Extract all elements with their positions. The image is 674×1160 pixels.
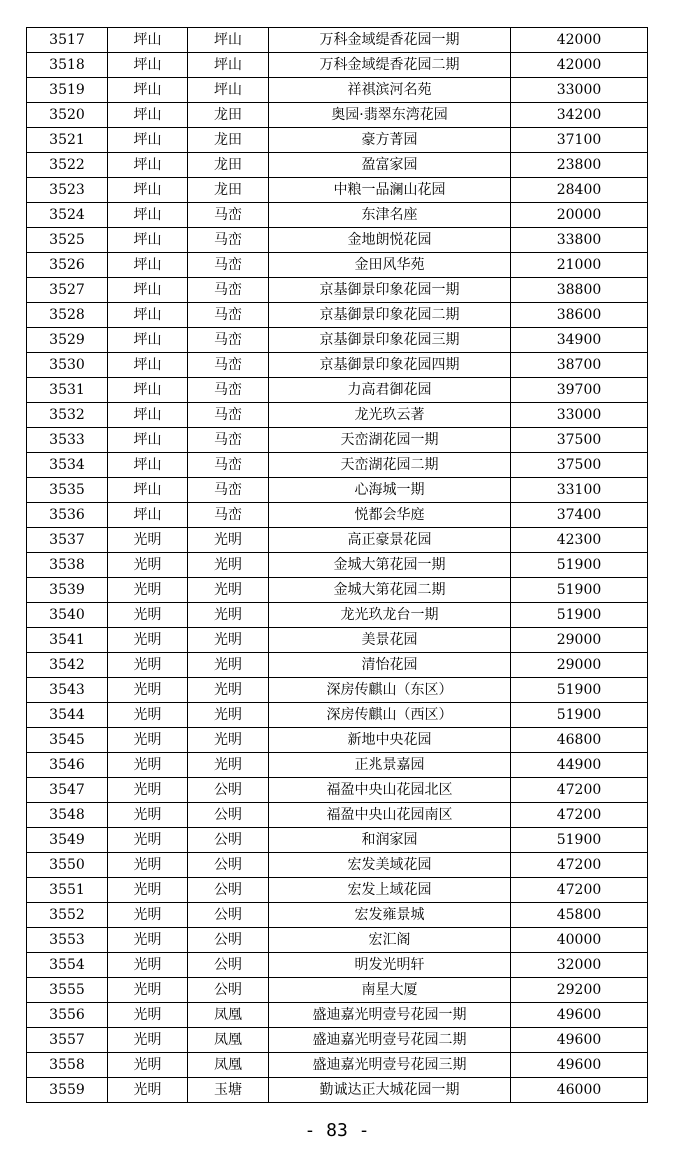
row-id-cell: 3528 (27, 303, 108, 328)
district-cell: 坪山 (108, 378, 188, 403)
district-cell: 光明 (108, 903, 188, 928)
subdistrict-cell: 光明 (188, 753, 269, 778)
district-cell: 光明 (108, 653, 188, 678)
district-cell: 光明 (108, 803, 188, 828)
district-cell: 坪山 (108, 78, 188, 103)
estate-name-cell: 新地中央花园 (269, 728, 511, 753)
table-row (27, 1003, 648, 1028)
district-cell: 光明 (108, 1053, 188, 1078)
table-row (27, 778, 648, 803)
table-row (27, 28, 648, 53)
district-cell: 坪山 (108, 178, 188, 203)
price-cell: 51900 (511, 678, 648, 703)
row-id-cell: 3529 (27, 328, 108, 353)
subdistrict-cell: 马峦 (188, 228, 269, 253)
district-cell: 坪山 (108, 503, 188, 528)
subdistrict-cell: 公明 (188, 903, 269, 928)
table-row (27, 828, 648, 853)
price-cell: 40000 (511, 928, 648, 953)
row-id-cell: 3527 (27, 278, 108, 303)
price-cell: 32000 (511, 953, 648, 978)
subdistrict-cell: 马峦 (188, 328, 269, 353)
district-cell: 光明 (108, 703, 188, 728)
subdistrict-cell: 龙田 (188, 178, 269, 203)
price-cell: 37500 (511, 428, 648, 453)
table-row (27, 878, 648, 903)
estate-name-cell: 龙光玖云著 (269, 403, 511, 428)
row-id-cell: 3543 (27, 678, 108, 703)
district-cell: 坪山 (108, 128, 188, 153)
price-cell: 51900 (511, 578, 648, 603)
price-cell: 29200 (511, 978, 648, 1003)
row-id-cell: 3544 (27, 703, 108, 728)
district-cell: 光明 (108, 1078, 188, 1103)
table-row (27, 653, 648, 678)
subdistrict-cell: 公明 (188, 953, 269, 978)
district-cell: 坪山 (108, 103, 188, 128)
row-id-cell: 3520 (27, 103, 108, 128)
table-row (27, 1078, 648, 1103)
district-cell: 光明 (108, 853, 188, 878)
row-id-cell: 3546 (27, 753, 108, 778)
estate-name-cell: 天峦湖花园一期 (269, 428, 511, 453)
price-cell: 21000 (511, 253, 648, 278)
row-id-cell: 3524 (27, 203, 108, 228)
subdistrict-cell: 光明 (188, 603, 269, 628)
estate-name-cell: 福盈中央山花园北区 (269, 778, 511, 803)
table-row (27, 978, 648, 1003)
table-row (27, 478, 648, 503)
price-cell: 49600 (511, 1053, 648, 1078)
district-cell: 坪山 (108, 253, 188, 278)
price-cell: 39700 (511, 378, 648, 403)
price-cell: 42000 (511, 53, 648, 78)
estate-name-cell: 东津名座 (269, 203, 511, 228)
estate-name-cell: 宏发雍景城 (269, 903, 511, 928)
price-cell: 33100 (511, 478, 648, 503)
price-cell: 47200 (511, 853, 648, 878)
district-cell: 光明 (108, 1003, 188, 1028)
price-cell: 38700 (511, 353, 648, 378)
district-cell: 坪山 (108, 478, 188, 503)
price-cell: 45800 (511, 903, 648, 928)
row-id-cell: 3550 (27, 853, 108, 878)
district-cell: 光明 (108, 878, 188, 903)
district-cell: 光明 (108, 753, 188, 778)
table-row (27, 753, 648, 778)
row-id-cell: 3553 (27, 928, 108, 953)
row-id-cell: 3547 (27, 778, 108, 803)
estate-name-cell: 中粮一品澜山花园 (269, 178, 511, 203)
district-cell: 坪山 (108, 403, 188, 428)
subdistrict-cell: 龙田 (188, 103, 269, 128)
district-cell: 光明 (108, 978, 188, 1003)
row-id-cell: 3555 (27, 978, 108, 1003)
price-cell: 49600 (511, 1028, 648, 1053)
estate-name-cell: 金田风华苑 (269, 253, 511, 278)
estate-name-cell: 豪方菁园 (269, 128, 511, 153)
price-cell: 51900 (511, 828, 648, 853)
subdistrict-cell: 马峦 (188, 428, 269, 453)
price-cell: 42300 (511, 528, 648, 553)
table-row (27, 628, 648, 653)
row-id-cell: 3530 (27, 353, 108, 378)
price-cell: 28400 (511, 178, 648, 203)
row-id-cell: 3523 (27, 178, 108, 203)
row-id-cell: 3535 (27, 478, 108, 503)
estate-name-cell: 悦都会华庭 (269, 503, 511, 528)
district-cell: 光明 (108, 553, 188, 578)
district-cell: 坪山 (108, 228, 188, 253)
estate-name-cell: 金城大第花园二期 (269, 578, 511, 603)
estate-name-cell: 金地朗悦花园 (269, 228, 511, 253)
table-row (27, 153, 648, 178)
row-id-cell: 3538 (27, 553, 108, 578)
price-cell: 33000 (511, 403, 648, 428)
subdistrict-cell: 马峦 (188, 378, 269, 403)
row-id-cell: 3533 (27, 428, 108, 453)
page-number: - 83 - (304, 1120, 370, 1141)
price-cell: 47200 (511, 878, 648, 903)
price-cell: 38800 (511, 278, 648, 303)
table-row (27, 103, 648, 128)
subdistrict-cell: 光明 (188, 728, 269, 753)
table-row (27, 53, 648, 78)
table-row (27, 178, 648, 203)
estate-name-cell: 心海城一期 (269, 478, 511, 503)
subdistrict-cell: 公明 (188, 978, 269, 1003)
subdistrict-cell: 坪山 (188, 28, 269, 53)
row-id-cell: 3541 (27, 628, 108, 653)
table-row (27, 953, 648, 978)
district-cell: 坪山 (108, 278, 188, 303)
district-cell: 光明 (108, 953, 188, 978)
price-cell: 44900 (511, 753, 648, 778)
row-id-cell: 3521 (27, 128, 108, 153)
subdistrict-cell: 玉塘 (188, 1078, 269, 1103)
subdistrict-cell: 马峦 (188, 253, 269, 278)
estate-name-cell: 京基御景印象花园三期 (269, 328, 511, 353)
district-cell: 坪山 (108, 428, 188, 453)
subdistrict-cell: 马峦 (188, 278, 269, 303)
price-cell: 37500 (511, 453, 648, 478)
table-row (27, 353, 648, 378)
table-row (27, 78, 648, 103)
subdistrict-cell: 光明 (188, 553, 269, 578)
estate-name-cell: 盛迪嘉光明壹号花园一期 (269, 1003, 511, 1028)
subdistrict-cell: 龙田 (188, 153, 269, 178)
price-cell: 42000 (511, 28, 648, 53)
table-row (27, 278, 648, 303)
district-cell: 光明 (108, 828, 188, 853)
row-id-cell: 3549 (27, 828, 108, 853)
district-cell: 光明 (108, 678, 188, 703)
table-row (27, 703, 648, 728)
estate-name-cell: 盛迪嘉光明壹号花园二期 (269, 1028, 511, 1053)
price-cell: 51900 (511, 603, 648, 628)
estate-name-cell: 深房传麒山（西区） (269, 703, 511, 728)
district-cell: 坪山 (108, 153, 188, 178)
price-cell: 23800 (511, 153, 648, 178)
row-id-cell: 3551 (27, 878, 108, 903)
row-id-cell: 3517 (27, 28, 108, 53)
subdistrict-cell: 马峦 (188, 203, 269, 228)
row-id-cell: 3559 (27, 1078, 108, 1103)
price-cell: 47200 (511, 803, 648, 828)
subdistrict-cell: 公明 (188, 928, 269, 953)
subdistrict-cell: 公明 (188, 803, 269, 828)
subdistrict-cell: 公明 (188, 828, 269, 853)
subdistrict-cell: 马峦 (188, 478, 269, 503)
estate-name-cell: 勤诚达正大城花园一期 (269, 1078, 511, 1103)
estate-name-cell: 万科金域缇香花园一期 (269, 28, 511, 53)
row-id-cell: 3558 (27, 1053, 108, 1078)
estate-name-cell: 美景花园 (269, 628, 511, 653)
subdistrict-cell: 马峦 (188, 353, 269, 378)
estate-name-cell: 盈富家园 (269, 153, 511, 178)
row-id-cell: 3531 (27, 378, 108, 403)
price-cell: 46000 (511, 1078, 648, 1103)
table-row (27, 1028, 648, 1053)
table-row (27, 453, 648, 478)
row-id-cell: 3532 (27, 403, 108, 428)
row-id-cell: 3556 (27, 1003, 108, 1028)
estate-name-cell: 明发光明轩 (269, 953, 511, 978)
row-id-cell: 3542 (27, 653, 108, 678)
table-row (27, 328, 648, 353)
row-id-cell: 3522 (27, 153, 108, 178)
price-cell: 33000 (511, 78, 648, 103)
table-row (27, 203, 648, 228)
price-cell: 29000 (511, 653, 648, 678)
subdistrict-cell: 光明 (188, 653, 269, 678)
table-row (27, 503, 648, 528)
price-cell: 51900 (511, 553, 648, 578)
subdistrict-cell: 龙田 (188, 128, 269, 153)
row-id-cell: 3539 (27, 578, 108, 603)
subdistrict-cell: 公明 (188, 778, 269, 803)
subdistrict-cell: 凤凰 (188, 1053, 269, 1078)
subdistrict-cell: 马峦 (188, 303, 269, 328)
district-cell: 光明 (108, 528, 188, 553)
subdistrict-cell: 凤凰 (188, 1003, 269, 1028)
row-id-cell: 3537 (27, 528, 108, 553)
estate-name-cell: 京基御景印象花园一期 (269, 278, 511, 303)
estate-name-cell: 南星大厦 (269, 978, 511, 1003)
price-cell: 46800 (511, 728, 648, 753)
subdistrict-cell: 公明 (188, 878, 269, 903)
table-row (27, 603, 648, 628)
subdistrict-cell: 坪山 (188, 53, 269, 78)
table-row (27, 253, 648, 278)
subdistrict-cell: 马峦 (188, 503, 269, 528)
subdistrict-cell: 凤凰 (188, 1028, 269, 1053)
estate-name-cell: 宏汇阁 (269, 928, 511, 953)
subdistrict-cell: 光明 (188, 578, 269, 603)
table-row (27, 228, 648, 253)
price-cell: 47200 (511, 778, 648, 803)
district-cell: 坪山 (108, 203, 188, 228)
table-row (27, 553, 648, 578)
estate-name-cell: 奥园·翡翠东湾花园 (269, 103, 511, 128)
estate-name-cell: 京基御景印象花园二期 (269, 303, 511, 328)
row-id-cell: 3519 (27, 78, 108, 103)
estate-name-cell: 京基御景印象花园四期 (269, 353, 511, 378)
row-id-cell: 3557 (27, 1028, 108, 1053)
price-cell: 37400 (511, 503, 648, 528)
district-cell: 坪山 (108, 53, 188, 78)
subdistrict-cell: 光明 (188, 528, 269, 553)
district-cell: 光明 (108, 578, 188, 603)
district-cell: 坪山 (108, 328, 188, 353)
row-id-cell: 3518 (27, 53, 108, 78)
district-cell: 光明 (108, 928, 188, 953)
price-cell: 33800 (511, 228, 648, 253)
table-row (27, 928, 648, 953)
row-id-cell: 3525 (27, 228, 108, 253)
estate-name-cell: 深房传麒山（东区） (269, 678, 511, 703)
district-cell: 光明 (108, 778, 188, 803)
subdistrict-cell: 马峦 (188, 403, 269, 428)
price-cell: 49600 (511, 1003, 648, 1028)
district-cell: 坪山 (108, 353, 188, 378)
row-id-cell: 3552 (27, 903, 108, 928)
table-row (27, 378, 648, 403)
district-cell: 光明 (108, 728, 188, 753)
price-cell: 51900 (511, 703, 648, 728)
estate-name-cell: 宏发美域花园 (269, 853, 511, 878)
table-row (27, 128, 648, 153)
price-cell: 34900 (511, 328, 648, 353)
price-table (26, 27, 648, 1103)
row-id-cell: 3534 (27, 453, 108, 478)
district-cell: 坪山 (108, 28, 188, 53)
row-id-cell: 3548 (27, 803, 108, 828)
table-row (27, 678, 648, 703)
table-row (27, 903, 648, 928)
subdistrict-cell: 马峦 (188, 453, 269, 478)
estate-name-cell: 天峦湖花园二期 (269, 453, 511, 478)
estate-name-cell: 正兆景嘉园 (269, 753, 511, 778)
table-row (27, 303, 648, 328)
price-cell: 34200 (511, 103, 648, 128)
price-cell: 29000 (511, 628, 648, 653)
table-row (27, 728, 648, 753)
estate-name-cell: 力高君御花园 (269, 378, 511, 403)
district-cell: 光明 (108, 1028, 188, 1053)
subdistrict-cell: 光明 (188, 703, 269, 728)
price-cell: 37100 (511, 128, 648, 153)
estate-name-cell: 福盈中央山花园南区 (269, 803, 511, 828)
subdistrict-cell: 光明 (188, 628, 269, 653)
row-id-cell: 3545 (27, 728, 108, 753)
table-row (27, 528, 648, 553)
subdistrict-cell: 公明 (188, 853, 269, 878)
district-cell: 坪山 (108, 303, 188, 328)
estate-name-cell: 金城大第花园一期 (269, 553, 511, 578)
row-id-cell: 3540 (27, 603, 108, 628)
table-row (27, 803, 648, 828)
estate-name-cell: 祥祺滨河名苑 (269, 78, 511, 103)
row-id-cell: 3526 (27, 253, 108, 278)
table-body (27, 28, 648, 1103)
estate-name-cell: 万科金域缇香花园二期 (269, 53, 511, 78)
district-cell: 坪山 (108, 453, 188, 478)
subdistrict-cell: 光明 (188, 678, 269, 703)
estate-name-cell: 清怡花园 (269, 653, 511, 678)
estate-name-cell: 盛迪嘉光明壹号花园三期 (269, 1053, 511, 1078)
district-cell: 光明 (108, 628, 188, 653)
district-cell: 光明 (108, 603, 188, 628)
table-row (27, 853, 648, 878)
estate-name-cell: 宏发上域花园 (269, 878, 511, 903)
row-id-cell: 3554 (27, 953, 108, 978)
table-row (27, 1053, 648, 1078)
estate-name-cell: 和润家园 (269, 828, 511, 853)
table-row (27, 403, 648, 428)
row-id-cell: 3536 (27, 503, 108, 528)
estate-name-cell: 高正豪景花园 (269, 528, 511, 553)
estate-name-cell: 龙光玖龙台一期 (269, 603, 511, 628)
subdistrict-cell: 坪山 (188, 78, 269, 103)
table-row (27, 428, 648, 453)
price-cell: 20000 (511, 203, 648, 228)
price-cell: 38600 (511, 303, 648, 328)
table-row (27, 578, 648, 603)
